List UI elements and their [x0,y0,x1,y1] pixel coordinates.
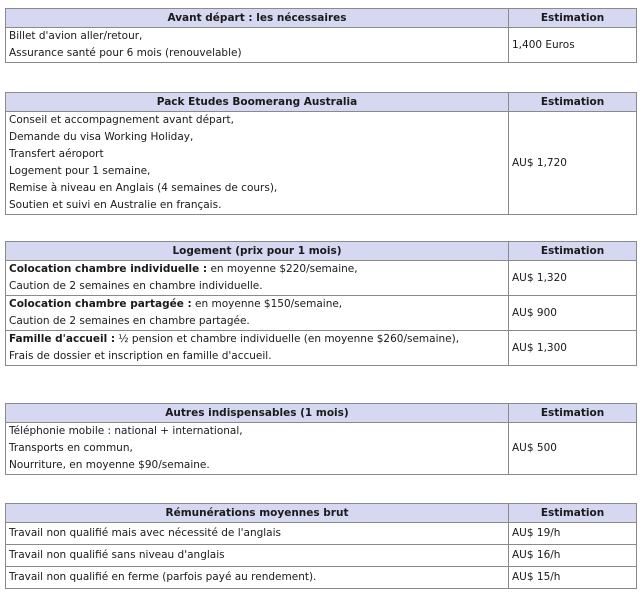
item-detail: ½ pension et chambre individuelle (en moyenne $260/semaine), [115,333,460,345]
item-detail: en moyenne $150/semaine, [191,298,343,310]
table-logement [5,241,637,366]
item-line: Nourriture, en moyenne $90/semaine. [9,459,210,471]
item-cost: AU$ 500 [509,423,637,475]
item-cost: AU$ 15/h [509,567,637,589]
table-remunerations [5,503,637,589]
table-row [6,261,637,296]
estimation-header: Estimation [509,93,637,112]
table-header-row [6,242,637,261]
table-title: Avant départ : les nécessaires [6,9,509,28]
item-description: Travail non qualifié sans niveau d'anglais [6,545,509,567]
item-line: Assurance santé pour 6 mois (renouvelable) [9,47,242,59]
item-line [9,296,505,313]
item-line [9,261,505,278]
table-title: Rémunérations moyennes brut [6,504,509,523]
item-line: Transfert aéroport [9,148,104,160]
table-row [6,28,637,63]
table-header-row [6,404,637,423]
table-row [6,423,637,475]
table-pack-etudes [5,92,637,215]
item-description: Travail non qualifié en ferme (parfois payé au rendement). [6,567,509,589]
table-row [6,567,637,589]
item-line: Demande du visa Working Holiday, [9,131,194,143]
item-cost: AU$ 16/h [509,545,637,567]
table-autres [5,403,637,475]
item-description [6,261,509,296]
table-row [6,296,637,331]
item-line: Soutien et suivi en Australie en français. [9,199,222,211]
item-line [9,331,505,348]
table-title: Autres indispensables (1 mois) [6,404,509,423]
item-line: Caution de 2 semaines en chambre individuelle. [9,280,263,292]
table-row [6,331,637,366]
item-line: Transports en commun, [9,442,133,454]
item-cost: 1,400 Euros [509,28,637,63]
estimation-header: Estimation [509,404,637,423]
estimation-header: Estimation [509,504,637,523]
item-title: Colocation chambre partagée : [9,298,192,310]
item-cost: AU$ 900 [509,296,637,331]
item-description: Travail non qualifié mais avec nécessité de l'anglais [6,523,509,545]
item-cost: AU$ 1,300 [509,331,637,366]
table-header-row [6,504,637,523]
table-row [6,523,637,545]
item-line: Conseil et accompagnement avant départ, [9,114,234,126]
item-detail: en moyenne $220/semaine, [207,263,358,275]
item-description [6,331,509,366]
estimation-header: Estimation [509,9,637,28]
item-line: Logement pour 1 semaine, [9,165,151,177]
table-title: Logement (prix pour 1 mois) [6,242,509,261]
table-row [6,112,637,215]
item-line: Frais de dossier et inscription en famille d'accueil. [9,350,272,362]
table-title: Pack Etudes Boomerang Australia [6,93,509,112]
table-row [6,545,637,567]
table-avant-depart [5,8,637,63]
estimation-header: Estimation [509,242,637,261]
item-line: Remise à niveau en Anglais (4 semaines de cours), [9,182,278,194]
item-line: Billet d'avion aller/retour, [9,30,143,42]
item-description [6,296,509,331]
item-title: Famille d'accueil : [9,333,116,345]
table-header-row [6,9,637,28]
item-description [6,28,509,63]
item-cost: AU$ 1,320 [509,261,637,296]
table-header-row [6,93,637,112]
item-cost: AU$ 19/h [509,523,637,545]
item-title: Colocation chambre individuelle : [9,263,208,275]
item-description [6,112,509,215]
item-line: Téléphonie mobile : national + international, [9,425,243,437]
item-cost: AU$ 1,720 [509,112,637,215]
item-description [6,423,509,475]
item-line: Caution de 2 semaines en chambre partagée. [9,315,250,327]
